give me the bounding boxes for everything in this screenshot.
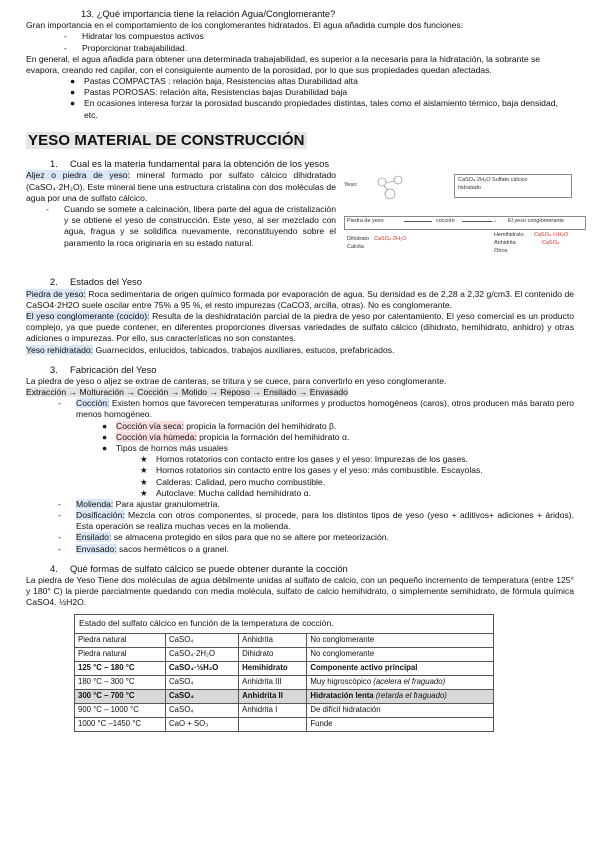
list-item: - Hidratar los compuestos activos — [64, 31, 204, 42]
piedra-definition: Piedra de yeso: Roca sedimentaria de origen químico formada por evaporación de agua. Su densidad es de 2,28 a 2,32 g/cm3. El contenido de CaSO4·2H2O suele oscilar entre 75% a 95 %, el resto impurezas (CaCO3, arcilla, otras). No es conglomerante. — [26, 288, 575, 310]
list-item: - Cocción: Existen hornos que favorecen temperaturas uniformes y productos homogéneos (caros), otros producen más barato pero menos homogéneo. — [58, 398, 574, 420]
main-title: YESO MATERIAL DE CONSTRUCCIÓN — [28, 131, 305, 149]
list-item: - Proporcionar trabajabilidad. — [64, 42, 188, 53]
table-cell: CaO + SO₃ — [166, 717, 239, 731]
table-cell: No conglomerante — [307, 647, 494, 661]
q13-paragraph: En general, el agua añadida para obtener una determinada trabajabilidad, es superior a la necesaria para la hidratación, la sobrante se evapora, creando red capilar, con el consiguiente aumento de la porosidad, por lo que sus propiedades quedan afectadas. — [26, 53, 541, 75]
table-cell: No conglomerante — [307, 633, 494, 647]
list-item: ● Pastas POROSAS: relación alta, Resistencias bajas Durabilidad baja — [70, 87, 348, 98]
list-item: - Cuando se somete a calcinación, libera parte del agua de cristalización y se obtiene el yeso de construcción. Este yeso, al ser mezclado con agua, fragua y se solidifica nuevamente, reconstituyendo sobre el paramento la roca originaria en su estado natural. — [46, 204, 336, 248]
aljez-definition: Aljez o piedra de yeso: mineral formado por sulfato cálcico dihidratado (CaSO₄·2H₂O). Este mineral tiene una estructura cristalina con dos moléculas de agua por una de sulfato cálcico. — [26, 170, 337, 203]
table-row — [75, 647, 494, 661]
table-cell: Anhidrita II — [239, 689, 307, 703]
list-item: ● En ocasiones interesa forzar la porosidad buscando propiedades distintas, tales como el aislamiento térmico, baja densidad, etc. — [70, 98, 558, 120]
table-cell: Funde — [307, 717, 494, 731]
table-cell: 180 °C – 300 °C — [75, 675, 166, 689]
fabricacion-intro: La piedra de yeso o aljez se extrae de canteras, se tritura y se cuece, para convertirlo en yeso conglomerante. — [26, 375, 447, 386]
table-caption: Estado del sulfato cálcico en función de la temperatura de cocción. — [75, 615, 494, 633]
table-row — [75, 633, 494, 647]
section-1-body — [26, 170, 574, 268]
section-3-heading: 3. Fabricación del Yeso — [50, 363, 157, 375]
fabricacion-flow: Extracción → Molturación → Cocción → Molido → Reposo → Ensilado → Envasado — [26, 387, 348, 398]
conglomerante-definition: El yeso conglomerante (cocido): Resulta de la deshidratación parcial de la piedra de yeso por calentamiento. El yeso comercial es un producto complejo, ya que puede contener, en diferentes proporciones diversas variedades de sulfato cálcico (dihidrato, hemihidrato, anhidro) y otras adiciones o impurezas. Por ello, sus características no son constantes. — [26, 311, 574, 344]
table-cell: Piedra natural — [75, 633, 166, 647]
table-row — [75, 675, 494, 689]
table-cell: CaSO₄ — [166, 689, 239, 703]
table-cell: Componente activo principal — [307, 661, 494, 675]
table-cell: Anhidrita I — [239, 703, 307, 717]
list-item: - Molienda: Para ajustar granulometría. — [58, 498, 220, 509]
list-item: - Dosificación: Mezcla con otros componentes, si procede, para los distintos tipos de yeso (yeso + aditivos+ adiciones + áridos). Esta operación se realiza muchas veces en la molienda. — [58, 510, 574, 532]
table-cell: 900 °C – 1000 °C — [75, 703, 166, 717]
table-cell: 300 °C – 700 °C — [75, 689, 166, 703]
sulfato-table — [74, 614, 494, 731]
list-item: ● Tipos de hornos más usuales — [102, 442, 228, 453]
table-cell: 1000 °C –1450 °C — [75, 717, 166, 731]
q13-heading: 13. ¿Qué importancia tiene la relación Agua/Conglomerante? — [81, 8, 336, 19]
list-item: - Ensilado: se almacena protegido en silos para que no se altere por meteorización. — [58, 532, 389, 543]
table-cell: Dihidrato — [239, 647, 307, 661]
table-cell: 125 °C – 180 °C — [75, 661, 166, 675]
list-item: ● Pastas COMPACTAS : relación baja, Resistencias altas Durabilidad alta — [70, 76, 358, 87]
list-item: ★ Hornos rotatorios sin contacto entre los gases y el yeso: más combustible. Escayolas. — [140, 465, 483, 476]
list-item: ● Cocción vía húmeda: propicia la formación del hemihidrato α. — [102, 431, 350, 442]
table-row — [75, 689, 494, 703]
table-row — [75, 717, 494, 731]
table-cell: Muy higroscópico (acelera el fraguado) — [307, 675, 494, 689]
table-cell: CaSO₄ — [166, 675, 239, 689]
list-item: ★ Calderas: Calidad, pero mucho combustible. — [140, 476, 326, 487]
rehidratado-definition: Yeso rehidratado: Guarnecidos, enlucidos, tabicados, trabajos auxiliares, estucos, prefabricados. — [26, 344, 395, 355]
table-cell: Hidratación lenta (retarda el fraguado) — [307, 689, 494, 703]
table-row — [75, 661, 494, 675]
crystal-structure-icon — [374, 174, 414, 204]
list-item: ● Cocción vía seca: propicia la formación del hemihidrato β. — [102, 420, 337, 431]
yeso-diagram: Yeso: CaSO₄·2H₂O Sulfato cálcico hidratado Piedra de yeso cocción → El yeso conglomerante Dihidrato CaSO₄·2H₂O Calcita Hemihidrato CaSO₄·½H₂O Anhidrita CaSO₄ Otros — [344, 170, 574, 268]
section-4-heading: 4. Qué formas de sulfato cálcico se puede obtener durante la cocción — [50, 562, 348, 574]
table-cell: CaSO₄ — [166, 703, 239, 717]
q13-intro: Gran importancia en el comportamiento de los conglomerantes hidratados. El agua añadida cumple dos funciones: — [26, 20, 464, 31]
list-item: ★ Autoclave: Mucha calidad hemihidrato α. — [140, 487, 311, 498]
table-cell: CaSO₄·½H₂O — [166, 661, 239, 675]
table-cell: De difícil hidratación — [307, 703, 494, 717]
table-cell: Piedra natural — [75, 647, 166, 661]
table-row — [75, 703, 494, 717]
list-item: ★ Hornos rotatorios con contacto entre los gases y el yeso: Impurezas de los gases. — [140, 454, 468, 465]
table-cell: Anhidrita III — [239, 675, 307, 689]
list-item: - Envasado: sacos herméticos o a granel. — [58, 543, 229, 554]
table-cell: Anhidrita — [239, 633, 307, 647]
table-cell: CaSO₄ — [166, 633, 239, 647]
section-2-heading: 2. Estados del Yeso — [50, 276, 142, 288]
table-cell: CaSO₄·2H₂O — [166, 647, 239, 661]
section-4-text: La piedra de Yeso Tiene dos moléculas de agua débilmente unidas al sulfato de calcio, con un pequeño incremento de temperatura (entre 125° y 180° C) la pierde parcialmente quedando con media molécula, sulfato de calcio hemihidrato, o simplemente semihidrato, de fórmula química CaSO4. ½H2O. — [26, 574, 574, 608]
table-cell: Hemihidrato — [239, 661, 307, 675]
section-1-heading: 1. Cual es la materia fundamental para la obtención de los yesos — [50, 158, 330, 170]
table-cell — [239, 717, 307, 731]
